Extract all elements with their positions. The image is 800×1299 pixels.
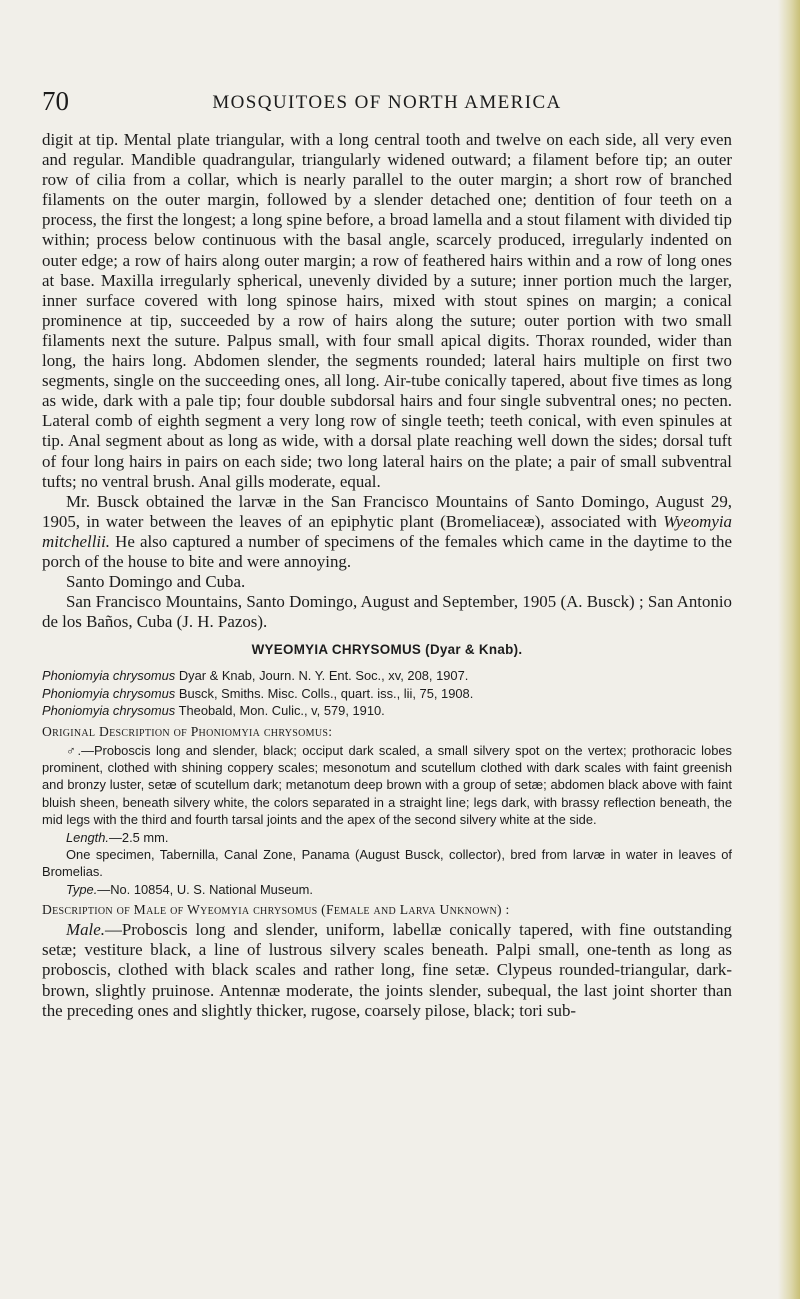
synonym-citation: Dyar & Knab, Journ. N. Y. Ent. Soc., xv, 208, 1907. [175, 668, 469, 684]
running-title: MOSQUITOES OF NORTH AMERICA [212, 92, 562, 113]
male-description-text: —Proboscis long and slender, uniform, labellæ conically tapered, with fine outstanding setæ; vestiture black, a line of lustrous silvery scales beneath. Palpi small, one-tenth as long as proboscis, clothed with black scales and rather long, fine setæ. Clypeus rounded-triangular, dark-brown, slightly pruinose. Antennæ moderate, the joints slender, subequal, the last joint shorter than the preceding ones and slightly thicker, rugose, coarsely pilose, black; tori sub- [42, 920, 732, 1020]
male-label: Male. [66, 920, 105, 940]
synonym-name: Phoniomyia chrysomus [42, 703, 176, 719]
length-line [42, 829, 732, 846]
specimen-note: One specimen, Tabernilla, Canal Zone, Panama (August Busck, collector), bred from larvæ in water in leaves of Bromelias. [42, 847, 732, 880]
species-heading: WYEOMYIA CHRYSOMUS (Dyar & Knab). [251, 642, 523, 658]
distribution-line: Santo Domingo and Cuba. [66, 572, 246, 592]
synonym-name: Phoniomyia chrysomus [42, 668, 176, 684]
localities-paragraph: San Francisco Mountains, Santo Domingo, August and September, 1905 (A. Busck) ; San Antonio de los Baños, Cuba (J. H. Pazos). [42, 592, 732, 632]
length-value: —2.5 mm. [109, 829, 169, 845]
synonym-entry [42, 702, 732, 719]
type-value: —No. 10854, U. S. National Museum. [97, 881, 313, 897]
synonym-entry [42, 685, 732, 702]
larva-description-paragraph: digit at tip. Mental plate triangular, with a long central tooth and twelve on each side, all very even and regular. Mandible quadrangular, triangularly widened outward; a filament before tip; an outer row of cilia from a collar, which is nearly parallel to the outer margin; a short row of branched filaments on the outer margin, followed by a slender detached one; dentition of four teeth on a process, the first the longest; a long spine before, a broad lamella and a stout filament with divided tip within; process below continuous with the basal angle, scarcely produced, irregularly indented on outer edge; a row of hairs along outer margin; a row of feathered hairs within and a row of long ones at base. Maxilla irregularly spherical, unevenly divided by a suture; inner portion much the larger, inner surface covered with long spinose hairs, mixed with stout spines on margin; a conical prominence at tip, succeeded by a row of hairs along the suture; outer portion with two small filaments next the suture. Palpus small, with four small apical digits. Thorax rounded, wider than long, the hairs long. Abdomen slender, the segments rounded; lateral hairs multiple on first two segments, single on the succeeding ones, all long. Air-tube conically tapered, about five times as long as wide, dark with a pale tip; four double subdorsal hairs and four single subventral ones; no pecten. Lateral comb of eighth segment a very long row of single teeth; teeth conical, with even spinules at tip. Anal segment about as long as wide, with a dorsal plate reaching well down the sides; dorsal tuft of four long hairs in pairs on each side; two long lateral hairs on the plate; a pair of small subventral tufts; no ventral brush. Anal gills moderate, equal. [42, 130, 732, 491]
original-description-text: ♂.—Proboscis long and slender, black; occiput dark scaled, a small silvery spot on the vertex; prothoracic lobes prominent, clothed with shining coppery scales; mesonotum and scutellum clothed with dark scales with faint greenish and bronzy luster, setæ of scutellum dark; metanotum deep brown with a group of setæ; abdomen black above with faint bluish sheen, beneath silvery white, the colors separated in a straight line; legs dark, with brassy reflection beneath, the mid legs with the third and fourth tarsal joints and the apex of the second silvery white at the side. [42, 742, 732, 828]
male-description-paragraph [42, 920, 732, 1020]
original-description-heading: Original Description of Phoniomyia chrysomus: [42, 723, 333, 739]
type-line [42, 881, 732, 898]
page-body [42, 130, 732, 1021]
length-label: Length. [66, 829, 110, 845]
page-header [42, 86, 732, 122]
collection-note-text: Mr. Busck obtained the larvæ in the San Francisco Mountains of Santo Domingo, August 29, 1905, in water between the leaves of an epiphytic plant (Bromeliaceæ), associated with [42, 491, 732, 531]
page-edge-shadow [778, 0, 800, 1299]
synonym-citation: Busck, Smiths. Misc. Colls., quart. iss., lii, 75, 1908. [175, 685, 474, 701]
page-number: 70 [42, 86, 69, 116]
species-name: Wyeomyia mitchellii. [42, 511, 732, 551]
male-description-heading: Description of Male of Wyeomyia chrysomus (Female and Larva Unknown) : [42, 902, 510, 918]
synonym-entry [42, 667, 732, 684]
collection-note-paragraph [42, 492, 732, 572]
collection-note-text-end: He also captured a number of specimens of the females which came in the daytime to the porch of the house to bite and were annoying. [42, 531, 732, 571]
synonym-citation: Theobald, Mon. Culic., v, 579, 1910. [175, 703, 385, 719]
type-label: Type. [66, 881, 98, 897]
synonym-name: Phoniomyia chrysomus [42, 685, 176, 701]
synonymy-list [42, 667, 732, 719]
